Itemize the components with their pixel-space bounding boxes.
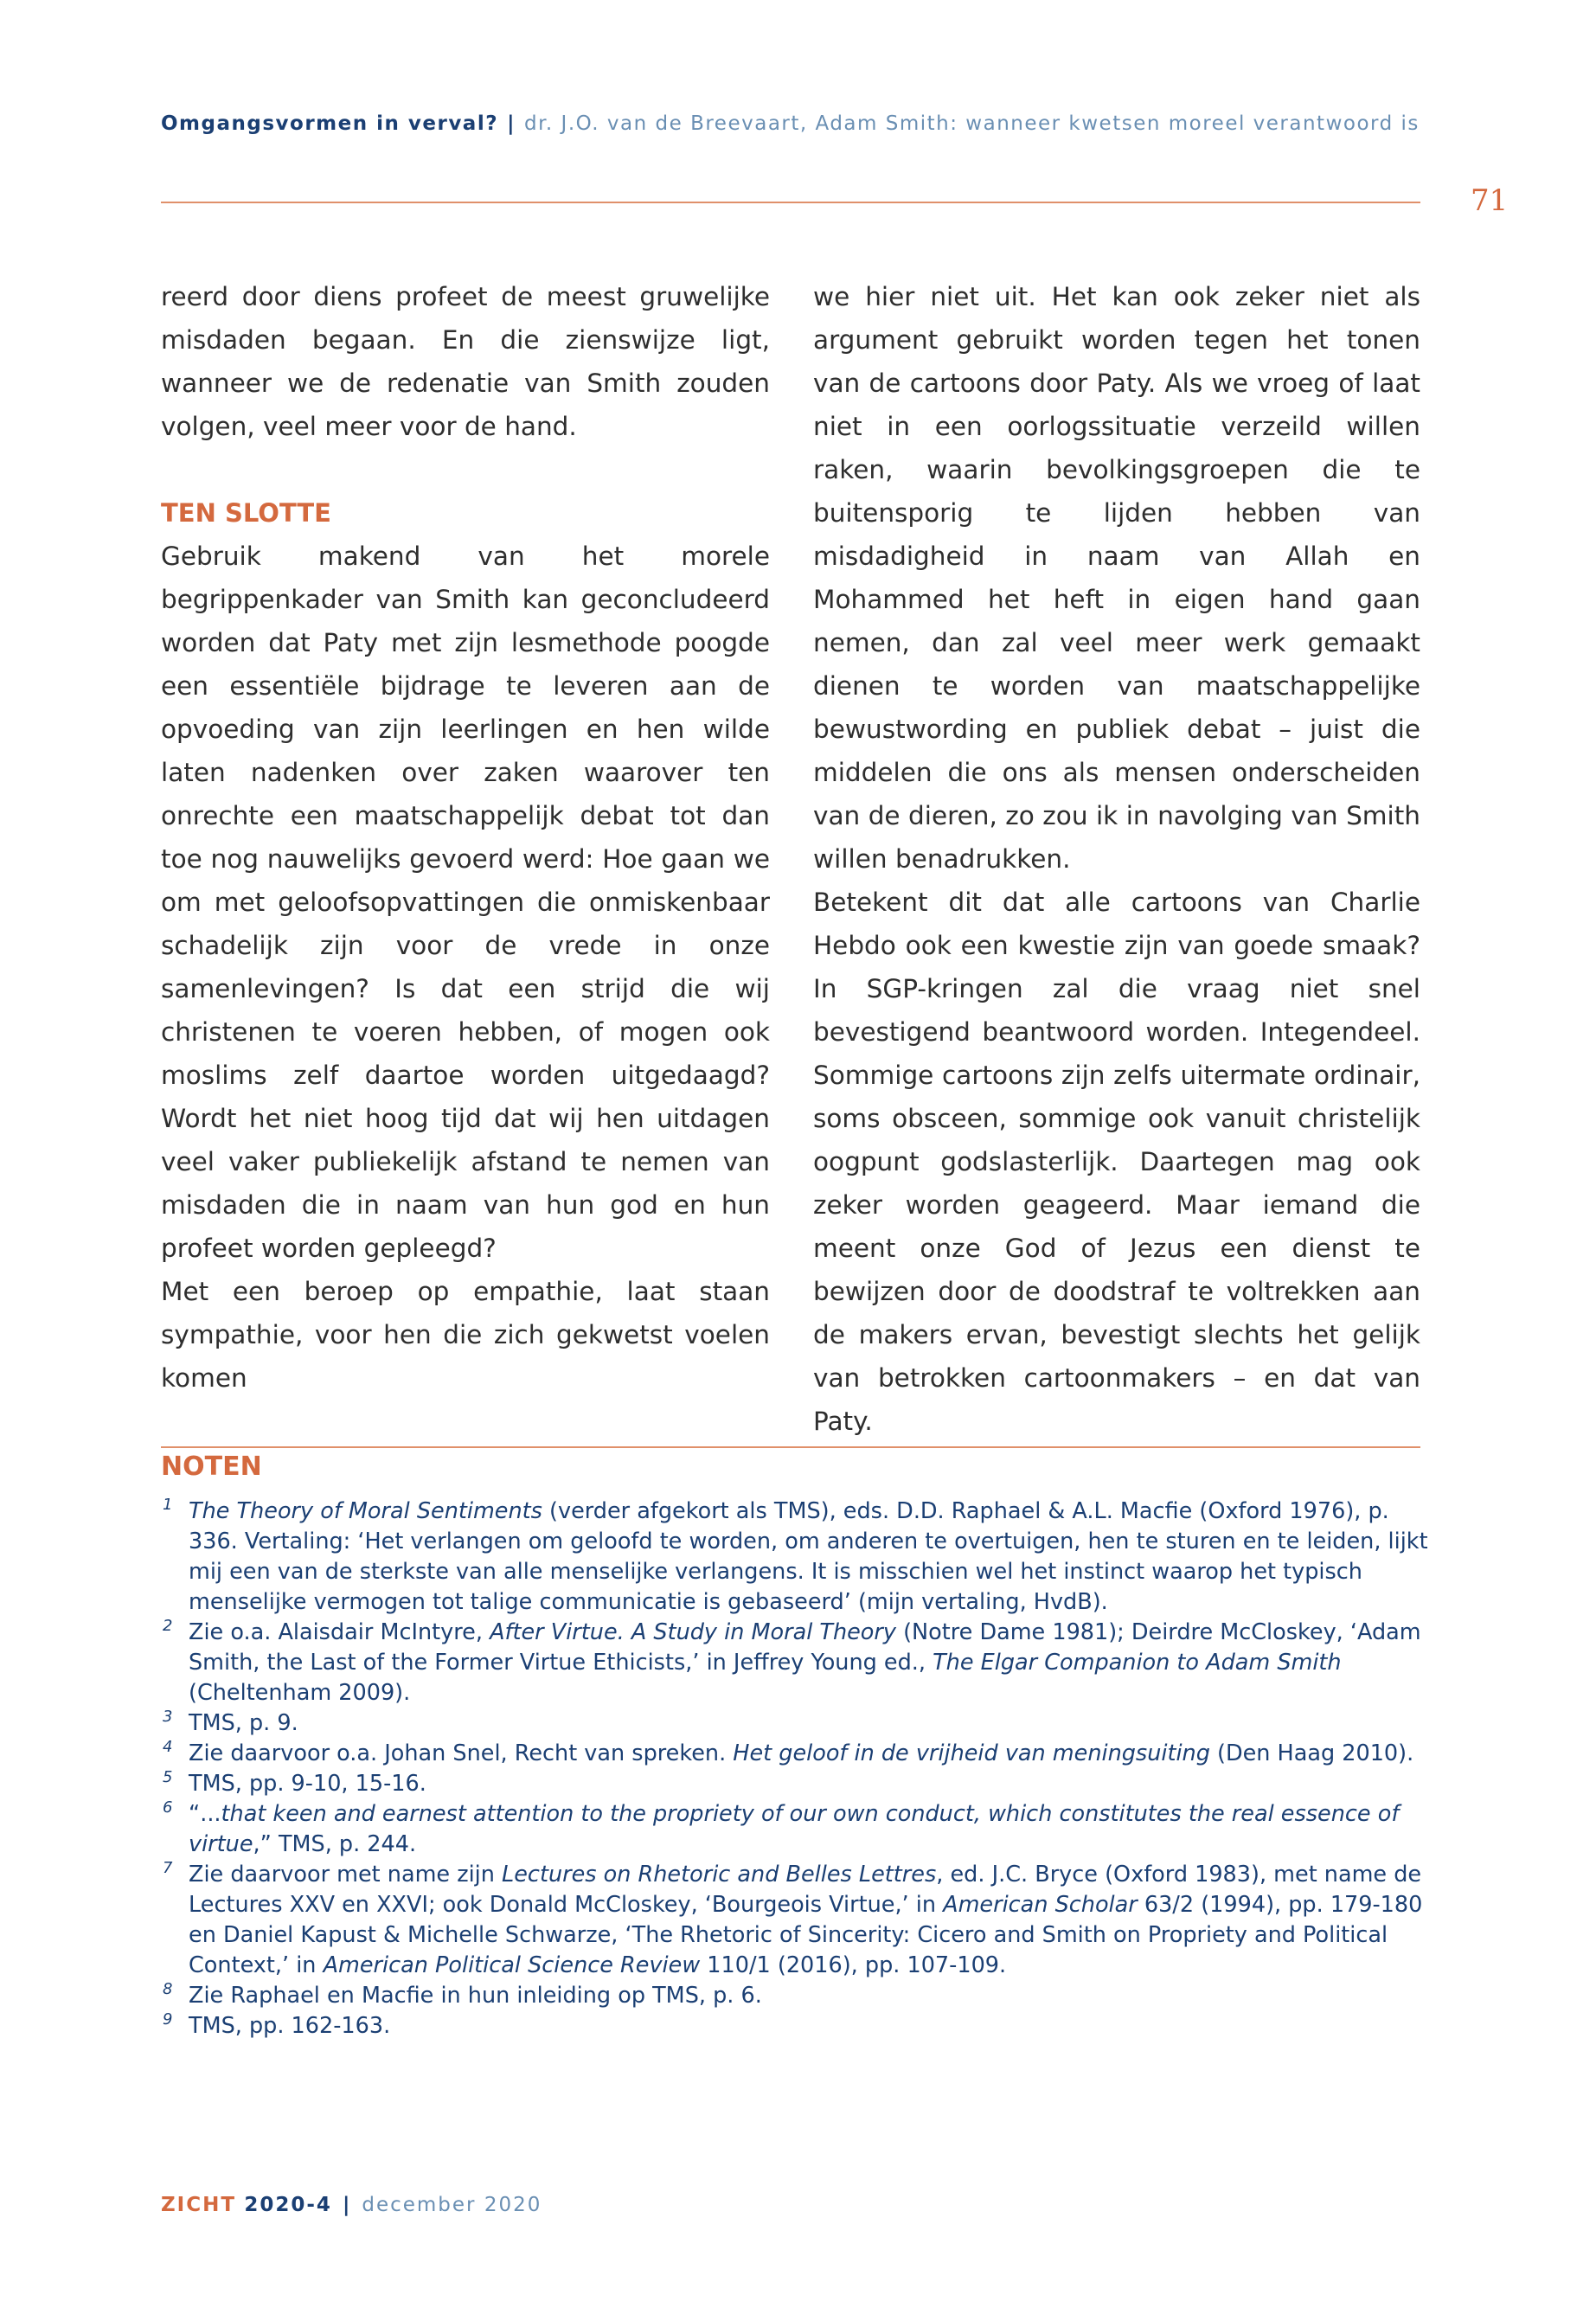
section-heading: TEN SLOTTE [161,498,331,528]
notes-heading: NOTEN [161,1452,262,1482]
issue-date: december 2020 [362,2194,542,2216]
page-number: 71 [1471,183,1509,218]
note-number: 2 [163,1617,173,1635]
note-text: TMS, pp. 9-10, 15-16. [189,1771,426,1797]
note-quote: that keen and earnest attention to the propriety of our own conduct, which constitutes the real essence of virtue [189,1801,1400,1857]
right-paragraph-2: Betekent dit dat alle cartoons van Charlie Hebdo ook een kwestie zijn van goede smaak? In SGP-kringen zal die vraag niet snel bevestigend beantwoord worden. Integendeel. Sommige cartoons zijn zelfs uitermate ordinair, soms obsceen, sommige ook vanuit christelijk oogpunt godslasterlijk. Daartegen mag ook zeker worden geageerd. Maar iemand die meent onze God of Jezus een dienst te bewijzen door de doodstraf te voltrekken aan de makers ervan, bevestigt slechts het gelijk van betrokken cartoonmakers – en dat van Paty. [813,888,1420,1436]
note-4 [161,1739,1433,1769]
note-1 [161,1497,1433,1618]
note-8 [161,1981,1433,2011]
note-title: After Virtue. A Study in Moral Theory [490,1619,896,1645]
magazine-name: ZICHT [161,2194,237,2216]
issue-number: 2020-4 [244,2194,332,2216]
right-paragraph-1: we hier niet uit. Het kan ook zeker niet als argument gebruikt worden tegen het tonen van de cartoons door Paty. Als we vroeg of laat niet in een oorlogssituatie verzeild willen raken, waarin bevolkingsgroepen die te buitensporig te lijden hebben van misdadigheid in naam van Allah en Mohammed het heft in eigen hand gaan nemen, dan zal veel meer werk gemaakt dienen te worden van maatschappelijke bewustwording en publiek debat – juist die middelen die ons als mensen onderscheiden van de dieren, zo zou ik in navolging van Smith willen benadrukken. [813,282,1420,874]
note-number: 9 [163,2010,173,2029]
note-text: 110/1 (2016), pp. 107-109. [700,1952,1007,1978]
note-5 [161,1769,1433,1799]
note-text: ,” TMS, p. 244. [253,1831,417,1857]
paragraph-gap [161,448,770,491]
footer-separator: | [342,2194,352,2216]
note-text: 63/2 (1994), pp. 179-180 en Daniel Kapust & Michelle Schwarze, ‘The Rhetoric of Sincerity: Cicero and Smith on Propriety and Political Context,’ in [189,1892,1423,1978]
header-separator: | [507,112,516,135]
note-text: TMS, pp. 162-163. [189,2013,391,2039]
note-text: , ed. J.C. Bryce (Oxford 1983), met name de Lectures XXV en XXVI; ook Donald McCloskey, ‘Bourgeois Virtue,’ in [189,1862,1422,1918]
note-title: American Political Science Review [323,1952,701,1978]
note-text: (Den Haag 2010). [1209,1740,1414,1766]
note-text: “... [189,1801,221,1827]
note-2 [161,1618,1433,1708]
note-3 [161,1708,1433,1739]
note-title: American Scholar [943,1892,1138,1918]
note-number: 6 [163,1798,173,1817]
article-subtitle: dr. J.O. van de Breevaart, Adam Smith: wanneer kwetsen moreel verantwoord is [523,112,1420,135]
header-rule [161,202,1420,203]
left-paragraph-1: Gebruik makend van het morele begrippenkader van Smith kan geconcludeerd worden dat Paty met zijn lesmethode poogde een essentiële bijdrage te leveren aan de opvoeding van zijn leerlingen en hen wilde laten nadenken over zaken waarover ten onrechte een maatschappelijk debat tot dan toe nog nauwelijks gevoerd werd: Hoe gaan we om met geloofsopvattingen die onmiskenbaar schadelijk zijn voor de vrede in onze samenlevingen? Is dat een strijd die wij christenen te voeren hebben, of mogen ook moslims zelf daartoe worden uitgedaagd? Wordt het niet hoog tijd dat wij hen uitdagen veel vaker publiekelijk afstand te nemen van misdaden die in naam van hun god en hun profeet worden gepleegd? [161,542,770,1263]
note-number: 4 [163,1738,173,1756]
note-title: Lectures on Rhetoric and Belles Lettres [502,1862,937,1888]
note-text: Zie daarvoor o.a. Johan Snel, Recht van spreken. [189,1740,734,1766]
note-number: 5 [163,1768,173,1786]
right-column [813,275,1420,1443]
page-footer [161,2194,542,2216]
note-text: Zie daarvoor met name zijn [189,1862,503,1888]
note-text: Zie Raphael en Macfie in hun inleiding op TMS, p. 6. [189,1983,762,2009]
notes-rule [161,1446,1420,1448]
note-text: (verder afgekort als TMS), eds. D.D. Raphael & A.L. Macfie (Oxford 1976), p. 336. Vertaling: ‘Het verlangen om geloofd te worden, om anderen te overtuigen, hen te sturen en te leiden, lijkt mij een van de sterkste van alle menselijke verlangens. It is misschien wel het instinct waarop het typisch menselijke vermogen tot talige communicatie is gebaseerd’ (mijn vertaling, HvdB). [189,1498,1428,1615]
running-header [161,112,1424,135]
note-number: 8 [163,1980,173,1998]
note-title: The Elgar Companion to Adam Smith [933,1650,1342,1676]
note-title: Het geloof in de vrijheid van meningsuiting [733,1740,1210,1766]
note-7 [161,1860,1433,1981]
note-number: 1 [163,1496,173,1514]
left-paragraph-2: Met een beroep op empathie, laat staan sympathie, voor hen die zich gekwetst voelen komen [161,1277,770,1393]
note-text: TMS, p. 9. [189,1710,298,1736]
left-column [161,275,770,1400]
note-9 [161,2011,1433,2041]
note-text: (Notre Dame 1981); Deirdre McCloskey, ‘Adam Smith, the Last of the Former Virtue Ethicists,’ in Jeffrey Young ed., [189,1619,1421,1676]
notes-list [161,1497,1433,2041]
note-text: (Cheltenham 2009). [189,1680,411,1706]
note-6 [161,1799,1433,1860]
series-title: Omgangsvormen in verval? [161,112,499,135]
note-number: 7 [163,1859,173,1877]
left-intro-paragraph: reerd door diens profeet de meest gruwelijke misdaden begaan. En die zienswijze ligt, wanneer we de redenatie van Smith zouden volgen, veel meer voor de hand. [161,282,770,441]
note-number: 3 [163,1708,173,1726]
note-text: Zie o.a. Alaisdair McIntyre, [189,1619,490,1645]
note-title: The Theory of Moral Sentiments [189,1498,542,1524]
